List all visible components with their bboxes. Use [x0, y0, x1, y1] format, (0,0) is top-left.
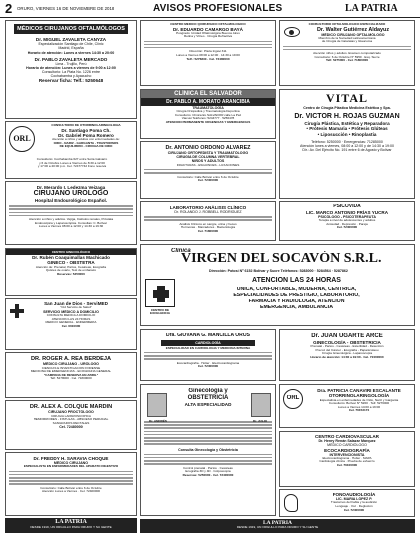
ad-contact: Cel. 72400000: [336, 226, 358, 230]
ad-text: Atención niños y adultos. Examen computarizado: [313, 52, 381, 56]
doctor-name: Dr. JULIO: [252, 419, 268, 423]
text-lines: [6, 205, 136, 216]
ad-text: Ansiedad · Depresión · Pareja: [326, 222, 368, 226]
ad-text: Trastornos del habla y la audición: [330, 501, 378, 505]
newspaper-name: LA PATRIA: [345, 3, 398, 14]
page-header: [0, 0, 420, 18]
ad-title: CENTRO CARDIOVASCULAR: [315, 434, 379, 439]
ad-contact: Reservar ficha: Telf.: 5250648: [38, 78, 104, 84]
doctor-name: Dr. Merardo I. Ledezma Veizaga: [36, 185, 106, 190]
doctor-name: Dr. PABLO A. MORATO ARANCIBIA: [141, 98, 275, 106]
ad-text: Cardiología clínica · Prueba de esfuerzo: [319, 460, 375, 464]
ad-text: Ecografía 3D y 4D · Colposcopía: [185, 470, 231, 474]
ad-contact: Cel. 6010000: [61, 324, 81, 328]
ad-text: Consultorio: Calle Bolívar entre 6 de Octubre: [40, 486, 102, 490]
ad-saravia-choque: [5, 452, 137, 516]
ad-text: CIENCIAS E INVESTIGACIÓN FORENSE: [41, 366, 101, 370]
text-lines: [6, 471, 136, 485]
logo-text: ORL: [286, 395, 300, 401]
text-lines: [141, 41, 275, 49]
ad-gutierrez-aldayuz: [279, 20, 415, 86]
ad-brand: VITAL: [325, 92, 369, 105]
ad-attention: ATENCIÓN LAS 24 HORAS: [252, 277, 341, 284]
ad-text: Posgrado: Unidad Oftalmológica Buenos Aires: [176, 31, 240, 35]
ad-specialty: MÉDICO CIRUJANO OFTALMÓLOGO: [321, 32, 385, 37]
doctor-name: Dr. Rubén Coaquimallas Machicado: [32, 255, 110, 260]
ad-text: CONSULTORIO OFTALMOLÓGICO ESPECIALIZADO: [308, 23, 386, 26]
ad-text: Endoscópica y Laparoscópica. Consultas: C. Bolívar: [35, 221, 107, 225]
ad-text: Precoz del Cáncer - Ecografía - Papanicolaou: [315, 348, 379, 352]
ad-mancilla-oros: [140, 329, 276, 381]
ad-orl-poma: [5, 121, 137, 179]
doctor-name: Dr. Gabriel Poma Romero: [58, 132, 114, 138]
ad-brand: Clínica: [171, 248, 191, 254]
ad-psicovida: [279, 201, 415, 241]
ad-ginecologia-obstetricia: [140, 384, 276, 516]
ad-text: Consultorio: Clínica EL SALVADOR calle La Paz: [174, 113, 242, 117]
ad-text: ECOCARDIOGRAFÍA: [324, 447, 370, 453]
ad-contact: Cel. 71800000: [197, 229, 219, 233]
ad-text: Atención de: Prenatal, Partos, Cesáreas, Ecografía: [35, 265, 107, 269]
doctor-name: DR. ALEX A. COLQUE MARDIN: [29, 404, 113, 410]
ad-hours: Horario de atención: Lunes a viernes 14:30 a 20:00: [27, 50, 115, 55]
ad-contact: Telf.: 5276830 · Cel. 72480000: [186, 57, 230, 61]
ad-canaviri-escalante: [279, 384, 415, 428]
ad-text: Quistes de ovario, Test de embarazo: [45, 269, 97, 273]
ad-ledezma: [5, 181, 137, 245]
ad-contact: Cel. 76100000: [336, 464, 358, 468]
footer-right: [140, 519, 415, 533]
ad-text: HEMORROIDES - FISTULAS - ABSCESO PERIANAL: [33, 418, 109, 422]
ad-text: ESPECIALIDAD EN CARDIOLOGÍA Y MEDICINA INTERNA: [165, 346, 251, 350]
doctor-name: Dr. MIGUEL ZAVALETA CANYZA: [35, 37, 107, 43]
text-lines: [141, 216, 275, 221]
ad-text: Lunes a Viernes 08:00 a 12:00 · 14:30 a 19:00: [176, 54, 240, 58]
ad-text: SERVICIO MÉDICO A DOMICILIO: [43, 309, 99, 314]
doctor-name: Dra. PATRICIA CANAVIRI ESCALANTE: [317, 388, 401, 393]
ad-text: Cochabamba y Ayacucho: [50, 74, 92, 79]
ad-text: Atención lunes a viernes, 08:00 a 12:00 y de 14:30 a 19:00: [300, 143, 394, 148]
ad-title: MÉDICOS CIRUJANOS OFTALMÓLOGOS: [14, 24, 128, 34]
ad-text: NIÑOS Y ADULTOS: [191, 159, 225, 164]
ad-text: ÚNICA, CONFORTABLE, MODERNA, CENTRICA,: [236, 287, 357, 292]
ad-contact: Teléfono: 5250000 · Emergencias: 71285000: [311, 139, 383, 144]
date-line: ORURO, VIERNES 16 DE NOVIEMBRE DE 2018: [17, 6, 115, 11]
ad-text: Consultorio: Cochabamba 627 entre Soria Galvarro: [36, 158, 108, 161]
ad-title: Ginecología y OBSTETRICIA: [187, 388, 229, 401]
ad-text: CIRUGÍA DE COLUMNA VERTEBRAL: [176, 155, 240, 160]
ad-contact: Cel. 72480000: [59, 425, 83, 430]
ad-text: Dir.: Av. Del Ejército No. 191 entre 6 de Agosto y Bolívar: [302, 148, 392, 153]
ad-contact: Cel. 76153174: [348, 409, 370, 413]
ad-ordono-alvarez: [140, 141, 276, 199]
ad-text: Lima - Trujillo, Perú: [55, 61, 87, 66]
ad-text: Consultorio: 6 de Octubre Nº 5950 · Esq. Sucre: [314, 55, 380, 59]
ad-hours: Horario de atención: Lunes a viernes de 9:00 a 12:00: [26, 66, 116, 71]
doctor-name: Dr. JUAN UGARTE ARCE: [311, 333, 383, 339]
page-number: 2: [5, 1, 13, 16]
ad-specialty: MÉDICO CIRUJANO - URÓLOGO: [43, 362, 99, 367]
doctor-name: Dr. FREDDY H. SARAVIA CHOQUE: [33, 456, 109, 461]
eye-icon: [284, 27, 300, 37]
ad-camargo-baya: [140, 20, 276, 86]
ad-text: FARMACIA Y RADIOLOGÍA, ATENCIÓN: [248, 298, 345, 304]
clinic-address: Dirección: Potosí Nº 6152 Bolívar y Sucre Teléfonos: 5283000 · 5284564 · 5287862: [209, 269, 348, 273]
ad-text: de Cirugía de Cataratas y Glaucoma: [321, 40, 373, 44]
ad-contact: Cel. 72400000: [197, 365, 219, 369]
ad-text: Lenguaje · Voz · Deglución: [335, 504, 373, 508]
ad-specialty: GINECO - OBSTETRA: [47, 260, 95, 266]
ad-text: Dirección: Plaza Ingavi 311: [189, 50, 227, 54]
doctor-name: Dr. VÍCTOR H. ROJAS GUZMÁN: [294, 112, 400, 120]
ad-centro-cardiovascular: [279, 431, 415, 487]
ad-text: Cirugía Ginecológica - Laparoscopía: [321, 352, 373, 356]
ad-text: CONSULTORIO DE OTORRINOLARINGOLOGÍA: [51, 124, 121, 127]
doctor-name: Dr. Walter Gutiérrez Aldayuz: [316, 26, 390, 33]
ad-text: Atención Lunes a Viernes · Cel. 72400000: [41, 490, 101, 494]
ad-medicos-oftalmologos: [5, 20, 137, 119]
ad-text: MEDICINA DE EMERGENCIAS - ECOGRAFÍA GENERAL: [30, 370, 112, 374]
ad-text: Atención a niños y adultos. Vejiga, Cálculos renales, Próstata: [28, 218, 114, 222]
text-lines: [141, 352, 275, 360]
ad-text: CENTRO MÉDICO QUIRÚRGICO OFTALMOLÓGICO: [170, 23, 246, 26]
ad-text: ATENCIÓN PERMANENTE URGENCIAS Y EMERGENCIAS: [165, 120, 251, 124]
section-title: AVISOS PROFESIONALES: [153, 3, 283, 14]
ad-text: OÍDO - NARIZ - GARGANTA - TRASTORNOS: [53, 141, 119, 145]
ad-text: ALTA ESPECIALIDAD: [184, 401, 232, 407]
ad-text: MÉDICO GENERAL · ENFERMERÍA: [45, 321, 97, 325]
ad-text: Consultorio: Bolívar Nº 5260 · Telf. 5276000: [328, 402, 390, 406]
ad-specialty: CIRUJANO PROCTÓLOGO: [48, 410, 94, 415]
ambulance-icon: [145, 279, 175, 307]
ad-specialty: MÉDICO CARDIÓLOGO: [327, 443, 367, 448]
footer-tagline: DESDE 1919, UN ORGULLO PARA ORURO Y SU GENTE: [30, 525, 112, 529]
text-lines: [141, 169, 275, 174]
ad-contact: Viacusi Teléfonos: 5244777 · 5256478: [181, 117, 235, 121]
doctor-name: Dra. GIOVANA G. MANCILLA OROS: [166, 333, 250, 338]
ad-text: Control prenatal · Partos · Cesáreas: [183, 466, 233, 470]
footer-left: [5, 518, 137, 533]
ad-text: "Cid Servicio de Salud": [60, 306, 92, 310]
ad-contact: Cel. 72400000: [197, 179, 219, 183]
ad-text: Ecocardiografía · Holter · Electrocardiograma: [176, 361, 240, 365]
ad-colque-mardin: [5, 400, 137, 450]
clinic-name: VIRGEN DEL SOCAVÓN S.R.L.: [181, 251, 382, 266]
ad-text: Hospital Endourológico Español.: [34, 198, 108, 204]
ad-text: Lunes a Viernes 14:00 a 19:00: [337, 405, 381, 409]
ad-text: Consultorio: Calle Bolívar entre 6 de Octubre: [177, 175, 239, 179]
ad-text: Electrocardiograma · Holter · MAPA: [322, 456, 372, 460]
cross-icon: [10, 304, 24, 318]
ad-text: Centro de Cirugía Plástica Medicina Estética y Spa.: [303, 105, 391, 110]
ad-contact: Cel. 72400000: [343, 508, 365, 512]
doctor-name: DR. ROGER A. REA BERDEJA: [30, 356, 112, 362]
ad-rea-berdeja: [5, 352, 137, 398]
ad-ugarte-arce: [279, 329, 415, 381]
doctor-photo-1: [147, 393, 167, 417]
ad-gineco-coaquimallas: [5, 248, 137, 296]
ad-text: CONSULTA MÉDICA A DOMICILIO: [46, 313, 96, 317]
ad-title: San Juan de Dios - ServiMED: [44, 301, 108, 306]
ad-contact: Telf. 5278000 · Cel. 71800000: [50, 377, 92, 381]
ad-text: "CAMPAÑA DE RESERVA EN ABRIL": [43, 373, 99, 377]
doctor-name: Dr. ANTONIO ORDOÑO ALVAREZ: [165, 145, 251, 151]
ad-specialty: MÉDICO CIRUJANO: [53, 461, 89, 466]
ad-text: Prenatal - Partos - Cesáreas - Esterilidad - Detección: [310, 345, 384, 349]
doctor-photo-2: [251, 393, 271, 417]
ad-clinica-el-salvador: [140, 89, 276, 139]
footer-tagline: DESDE 1919, UN ORGULLO PARA ORURO Y SU GENTE: [236, 526, 319, 530]
ad-text: SANGRADOS RECTALES: [52, 421, 90, 425]
ad-specialty: TRAUMATOLOGÍA: [192, 106, 224, 110]
text-lines: [280, 46, 414, 51]
ad-specialty: CIRUJANO ORTOPEDISTA Y TRAUMATÓLOGO: [167, 151, 249, 156]
ad-text: Madrid, España: [58, 46, 84, 51]
doctor-name: LIC. MARIA LÓPEZ P.: [335, 497, 373, 502]
doctor-name: Dr. Henry Renán Salazar Marquez: [318, 439, 376, 444]
ad-contact: Horario de atención: 14:30 a 19:00 · Cel. 72400000: [310, 355, 384, 359]
ad-text: FRACTURAS - ESGUINCES - LUXACIONES: [176, 163, 240, 167]
ear-icon: [284, 494, 298, 512]
ad-text: DE EQUILIBRIO - CIRUGÍA DE OÍDO: [59, 145, 113, 149]
doctor-name: Dr. ANDRÉS: [149, 419, 167, 423]
ad-contact: Telf. 5275000 · Cel. 71800000: [325, 59, 369, 63]
ad-vital: [279, 89, 415, 199]
ad-text: Consultorio: La Plata No. 1226 entre: [41, 70, 101, 75]
doctor-name: Dr. ROLANDO J. ROBBELL RODRÍGUEZ: [174, 210, 242, 215]
ad-contact: Reservas: 5250000 · Cel. 72400000: [182, 473, 234, 477]
ad-specialty: CIRUJANO UROLOGO: [33, 190, 109, 198]
ad-text: CIRUGÍA LAPAROSCÓPICA: [51, 414, 91, 418]
ad-specialty: OTORRINOLARINGOLOGÍA: [328, 393, 390, 399]
logo-text: ORL: [13, 134, 31, 143]
ad-virgen-del-socavon: [140, 244, 415, 326]
ad-title: LABORATORIO ANÁLISIS CLÍNICO: [169, 205, 247, 210]
ad-text: Especialización Santiago de Chile, Clínic: [38, 42, 104, 47]
doctor-name: Dr. PABLO ZAVALETA MERCADO: [34, 56, 108, 62]
ad-text: y 17:00 a 20:00 p.m. Cel. 72477742 Fono reserva: [37, 165, 107, 169]
ad-text: • Liposucción • Rinoplastia: [317, 131, 377, 137]
ad-text: Hormonas · Marcadores · Bacteriología: [180, 226, 236, 230]
ad-specialty: PSICÓLOGO - PSICOTERAPEUTA: [318, 215, 376, 220]
ad-text: EMERGENCIA, AMBULANCIA: [259, 304, 333, 310]
ad-text: • Prótesis Mamaria • Prótesis Glúteas: [306, 126, 388, 132]
orl-logo: [283, 389, 303, 409]
ad-text: Retina y Vítreo · Cirugía Refractiva: [184, 35, 232, 39]
ad-text: ATENCIÓN LAS 24 HORAS: [51, 317, 91, 321]
ad-specialty: GINECOLOGÍA - OBSTETRICIA: [313, 339, 381, 345]
ad-brand: PSICOVIDA: [333, 204, 361, 209]
ad-text: Atención a niños y adultos con enfermedades de:: [52, 138, 120, 142]
ad-text: INTERVENCIONISTA: [329, 452, 365, 457]
ad-text: Terapia a nivel de adolescentes y adultos: [318, 219, 376, 223]
footer-brand: LA PATRIA: [263, 520, 292, 526]
ad-text: CENTRO DE EXCELENCIA: [150, 309, 170, 316]
footer-brand: LA PATRIA: [55, 519, 87, 525]
ad-san-juan-de-dios: [5, 298, 137, 350]
ad-text: Consulta Ginecología y Obstetricia: [178, 447, 238, 452]
ad-text: ESPECIALIDADES DE PRESTIGIO, LABORATORIO,: [233, 292, 360, 298]
ad-text: Especialista en enfermedades de Oído, Nariz y Garganta: [319, 398, 399, 402]
ad-text: Cirugía Ortopédica y Traumatología Deportiva: [176, 110, 240, 114]
ad-text: ESPECIALISTA EN ENFERMEDADES DEL APARATO DIGESTIVO: [23, 465, 119, 469]
ad-specialty: CARDIOLOGÍA: [161, 340, 255, 346]
doctor-name: LIC. MARCO ANTONIO FRÍAS YUCRA: [305, 209, 389, 215]
ad-band: CLÍNICA EL SALVADOR: [141, 90, 275, 98]
text-lines: [141, 421, 275, 445]
ad-text: Análisis Clínicos en sangre, orina y heces: [179, 222, 237, 226]
ad-fonoaudiologia: [279, 489, 415, 517]
ad-text: Miembro de la Sociedad Latinoamericana: [318, 36, 376, 40]
ad-band: CENTRO GINECOLÓGICO: [6, 249, 136, 255]
ad-specialty: Cirugía Plástica, Estética y Reparadora: [304, 120, 390, 126]
orl-logo: [9, 126, 35, 152]
ad-text: Lunes a Viernes 08:00 a 12:00 y 14:30 a 19:30: [38, 225, 104, 229]
ad-text: y 6 de Octubre Lunes a Viernes de 8:30 a 12:00: [39, 161, 105, 165]
doctor-name: Dr. EDUARDO CAMARGO BAYÁ: [172, 26, 244, 32]
ad-contact: Reservas: 5250000: [57, 272, 85, 276]
ad-laboratorio: [140, 201, 276, 241]
ad-title: FONOAUDIOLOGÍA: [332, 492, 376, 497]
doctor-name: Dr. Santiago Poma Ch.: [61, 127, 111, 133]
text-lines: [141, 454, 275, 465]
